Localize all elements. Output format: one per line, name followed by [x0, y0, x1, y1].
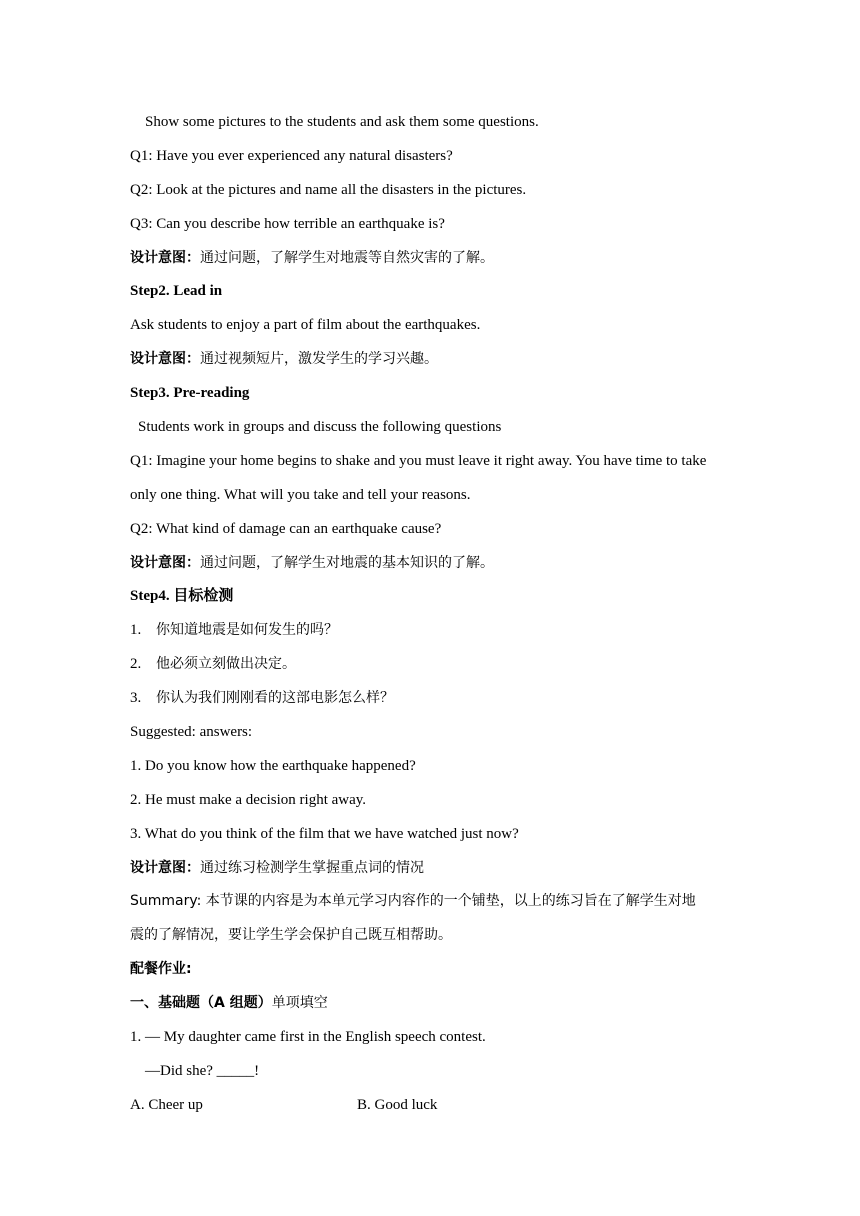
- option-a: A. Cheer up: [130, 1096, 203, 1113]
- design-intent-1: [130, 247, 740, 281]
- step4-heading: Step4. 目标检测: [130, 588, 234, 605]
- exercise-1-response: —Did she? _____!: [145, 1062, 260, 1079]
- section-a-title: 一、基础题（A 组题）: [130, 995, 272, 1012]
- section-a-heading: [130, 992, 740, 1026]
- task-item: [130, 619, 740, 653]
- document-body: [130, 111, 740, 1128]
- question-2: Q2: Look at the pictures and name all the disasters in the pictures.: [130, 181, 527, 198]
- homework-heading: 配餐作业:: [130, 961, 192, 978]
- step3-question-1b: only one thing. What will you take and tell your reasons.: [130, 486, 471, 503]
- task-number: 1.: [130, 622, 142, 639]
- exercise-1-prompt: 1. — My daughter came first in the English speech contest.: [130, 1029, 486, 1046]
- section-a-subtitle: 单项填空: [271, 995, 328, 1012]
- task-text: 你知道地震是如何发生的吗？: [156, 622, 338, 639]
- design-intent-2: [130, 348, 740, 382]
- design-intent-label: 设计意图：: [130, 859, 200, 876]
- design-intent-text: 通过问题，了解学生对地震的基本知识的了解。: [200, 554, 494, 571]
- step2-heading: Step2. Lead in: [130, 283, 223, 300]
- task-item: [130, 687, 740, 721]
- summary-line-1: Summary: 本节课的内容是为本单元学习内容作的一个铺垫，以上的练习旨在了解学生对地: [130, 893, 696, 910]
- step2-text: Ask students to enjoy a part of film about the earthquakes.: [130, 317, 481, 334]
- design-intent-text: 通过练习检测学生掌握重点词的情况: [200, 859, 424, 876]
- design-intent-4: [130, 857, 740, 891]
- step3-text: Students work in groups and discuss the following questions: [138, 419, 502, 436]
- design-intent-label: 设计意图：: [130, 554, 200, 571]
- summary-line-2: 震的了解情况，要让学生学会保护自己既互相帮助。: [130, 927, 452, 944]
- step3-question-1a: Q1: Imagine your home begins to shake and you must leave it right away. You have time to take: [130, 452, 707, 469]
- task-text: 他必须立刻做出决定。: [156, 656, 296, 673]
- task-number: 3.: [130, 690, 142, 707]
- task-text: 你认为我们刚刚看的这部电影怎么样？: [156, 690, 394, 707]
- design-intent-text: 通过问题，了解学生对地震等自然灾害的了解。: [200, 249, 494, 266]
- design-intent-3: [130, 552, 740, 586]
- question-1: Q1: Have you ever experienced any natural disasters?: [130, 147, 453, 164]
- suggested-answers-label: Suggested: answers:: [130, 724, 253, 741]
- answer-item: 3. What do you think of the film that we have watched just now?: [130, 825, 519, 842]
- design-intent-label: 设计意图：: [130, 351, 200, 368]
- option-b: B. Good luck: [357, 1096, 438, 1113]
- intro-text: Show some pictures to the students and ask them some questions.: [145, 114, 539, 130]
- step3-question-2: Q2: What kind of damage can an earthquake cause?: [130, 520, 442, 537]
- question-3: Q3: Can you describe how terrible an earthquake is?: [130, 215, 445, 232]
- task-number: 2.: [130, 656, 142, 673]
- design-intent-text: 通过视频短片，激发学生的学习兴趣。: [200, 351, 438, 368]
- answer-item: 1. Do you know how the earthquake happened?: [130, 757, 416, 774]
- design-intent-label: 设计意图：: [130, 249, 200, 266]
- exercise-1-options: [130, 1094, 740, 1128]
- task-item: [130, 653, 740, 687]
- step3-heading: Step3. Pre-reading: [130, 385, 250, 402]
- answer-item: 2. He must make a decision right away.: [130, 791, 367, 808]
